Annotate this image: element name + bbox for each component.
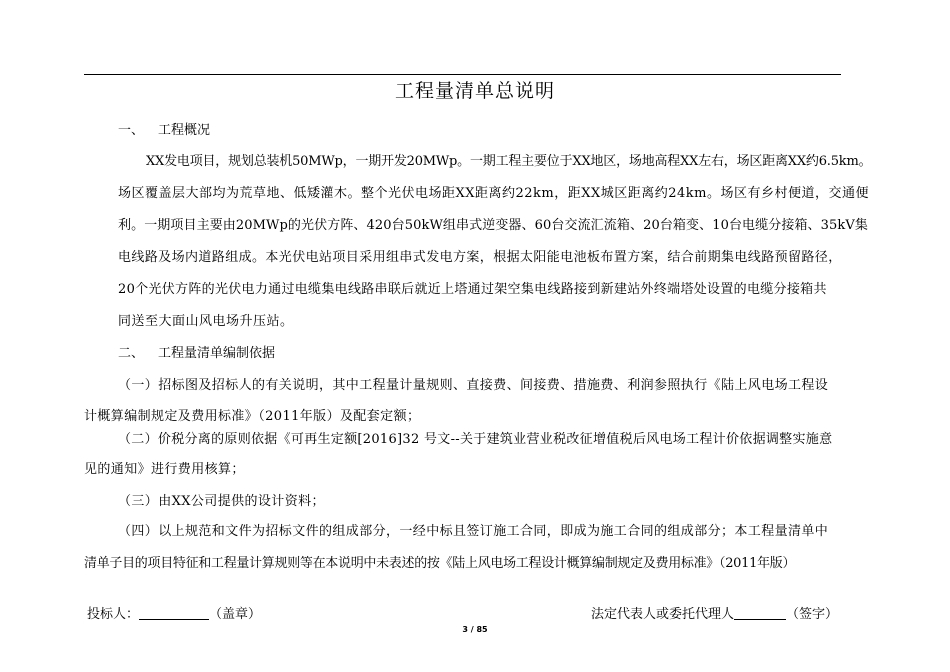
paragraph-line: 电线路及场内道路组成。本光伏电站项目采用组串式发电方案，根据太阳能电池板布置方案，结合前期集电线路预留路径， bbox=[118, 250, 842, 265]
page-title: 工程量清单总说明 bbox=[394, 80, 555, 102]
paragraph-line: 场区覆盖层大部均为荒草地、低矮灌木。整个光伏电场距XX距离约22km，距XX城区距离约24km。场区有乡村便道，交通便 bbox=[118, 186, 870, 201]
header-rule bbox=[84, 74, 841, 75]
page-number: 3 / 85 bbox=[462, 625, 488, 634]
section-heading bbox=[118, 346, 275, 362]
paragraph-line: （三）由XX公司提供的设计资料； bbox=[118, 494, 325, 509]
section-number: 一、 bbox=[118, 123, 145, 138]
paragraph-line: （一）招标图及招标人的有关说明，其中工程量计量规则、直接费、间接费、措施费、利润参照执行《陆上风电场工程设 bbox=[118, 378, 829, 393]
representative-signature bbox=[591, 603, 838, 622]
paragraph-line: 同送至大面山风电场升压站。 bbox=[118, 314, 294, 329]
representative-label: 法定代表人或委托代理人 bbox=[591, 607, 735, 622]
paragraph-line: （二）价税分离的原则依据《可再生定额[2016]32 号文--关于建筑业营业税改征增值税后风电场工程计价依据调整实施意 bbox=[118, 432, 833, 447]
bidder-label: 投标人： bbox=[87, 607, 140, 622]
representative-sign-label: （签字） bbox=[786, 607, 839, 622]
section-heading bbox=[118, 123, 210, 139]
paragraph-line: 20个光伏方阵的光伏电力通过电缆集电线路串联后就近上塔通过架空集电线路接到新建站外终端塔处设置的电缆分接箱共 bbox=[118, 282, 827, 297]
paragraph-line: XX发电项目，规划总装机50MWp，一期开发20MWp。一期工程主要位于XX地区，场地高程XX左右，场区距离XX约6.5km。 bbox=[146, 154, 872, 169]
bidder-signature bbox=[87, 603, 261, 622]
section-title: 工程概况 bbox=[158, 123, 211, 138]
paragraph-line: 计概算编制规定及费用标准》（2011年版）及配套定额； bbox=[84, 409, 421, 424]
section-title: 工程量清单编制依据 bbox=[158, 346, 276, 361]
section-number: 二、 bbox=[118, 346, 145, 361]
representative-signature-line bbox=[734, 606, 786, 620]
paragraph-line: （四）以上规范和文件为招标文件的组成部分，一经中标且签订施工合同，即成为施工合同的组成部分；本工程量清单中 bbox=[118, 524, 829, 539]
paragraph-line: 利。一期项目主要由20MWp的光伏方阵、420台50kW组串式逆变器、60台交流汇流箱、20台箱变、10台电缆分接箱、35kV集 bbox=[118, 218, 868, 233]
bidder-seal-label: （盖章） bbox=[209, 607, 262, 622]
paragraph-line: 见的通知》进行费用核算； bbox=[84, 462, 245, 477]
paragraph-line: 清单子目的项目特征和工程量计算规则等在本说明中未表述的按《陆上风电场工程设计概算编制规定及费用标准》（2011年版） bbox=[84, 556, 796, 571]
bidder-signature-line bbox=[139, 606, 209, 620]
